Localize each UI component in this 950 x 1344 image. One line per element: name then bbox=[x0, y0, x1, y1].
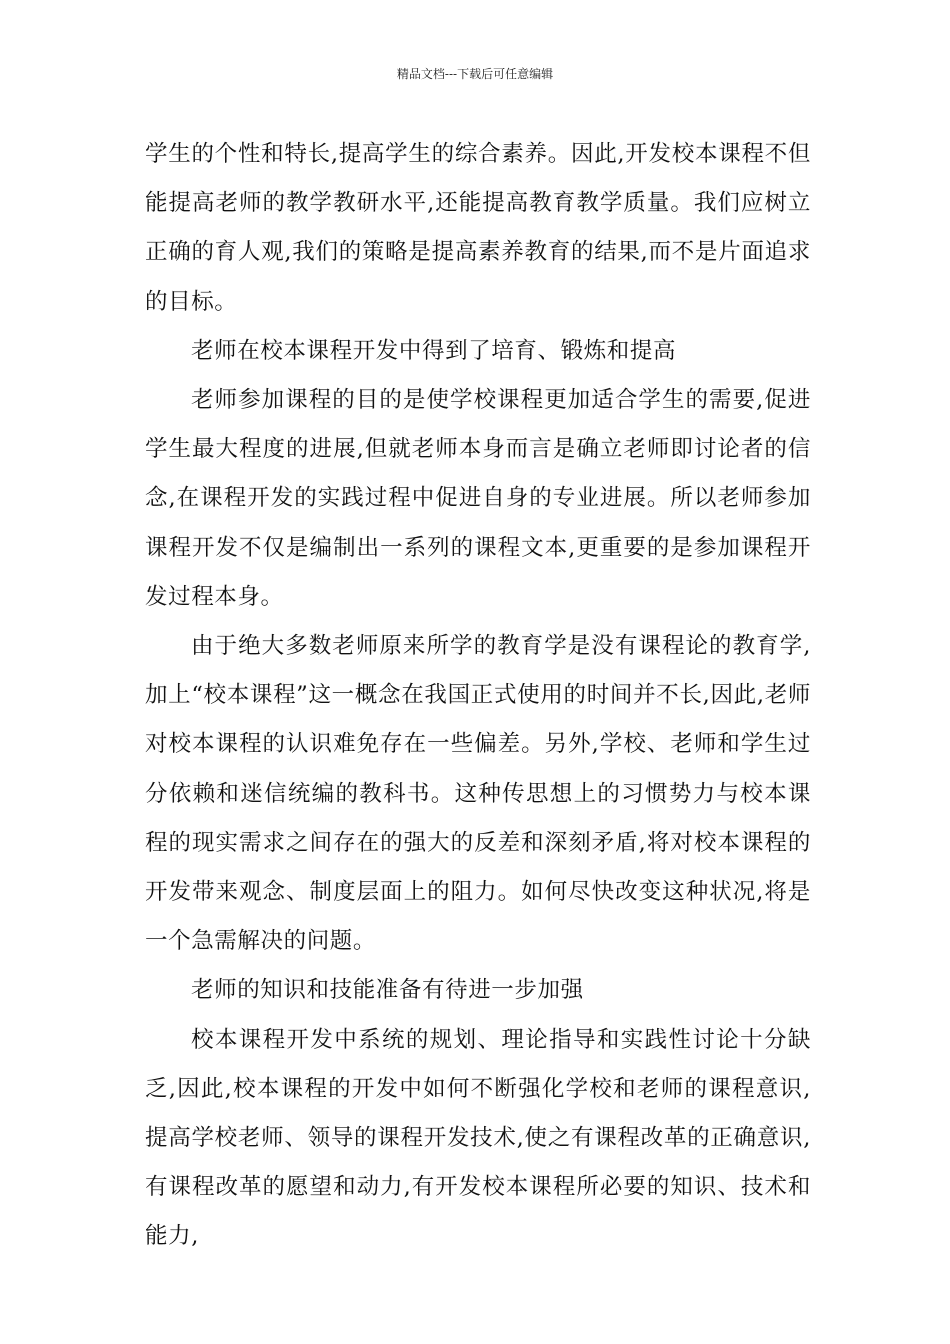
section-heading: 老师在校本课程开发中得到了培育、锻炼和提高 bbox=[191, 337, 677, 364]
page-header: 精品文档---下载后可任意编辑 bbox=[396, 67, 554, 81]
paragraph: 校本课程开发中系统的规划、理论指导和实践性讨论十分缺乏,因此,校本课程的开发中如何不断强化学校和老师的课程意识,提高学校老师、领导的课程开发技术,使之有课程改革的正确意识,有课程改革的愿望和动力,有开发校本课程所必要的知识、技术和能力, bbox=[145, 1026, 811, 1250]
document-body bbox=[145, 130, 811, 1262]
paragraph: 老师参加课程的目的是使学校课程更加适合学生的需要,促进学生最大程度的进展,但就老师本身而言是确立老师即讨论者的信念,在课程开发的实践过程中促进自身的专业进展。所以老师参加课程开发不仅是编制出一系列的课程文本,更重要的是参加课程开发过程本身。 bbox=[145, 387, 811, 610]
paragraph-continuation: 学生的个性和特长,提高学生的综合素养。因此,开发校本课程不但能提高老师的教学教研水平,还能提高教育教学质量。我们应树立正确的育人观,我们的策略是提高素养教育的结果,而不是片面追求的目标。 bbox=[145, 141, 811, 315]
paragraph: 由于绝大多数老师原来所学的教育学是没有课程论的教育学,加上“校本课程”这一概念在我国正式使用的时间并不长,因此,老师对校本课程的认识难免存在一些偏差。另外,学校、老师和学生过分依赖和迷信统编的教科书。这种传思想上的习惯势力与校本课程的现实需求之间存在的强大的反差和深刻矛盾,将对校本课程的开发带来观念、制度层面上的阻力。如何尽快改变这种状况,将是一个急需解决的问题。 bbox=[145, 633, 811, 955]
section-heading: 老师的知识和技能准备有待进一步加强 bbox=[191, 977, 584, 1004]
